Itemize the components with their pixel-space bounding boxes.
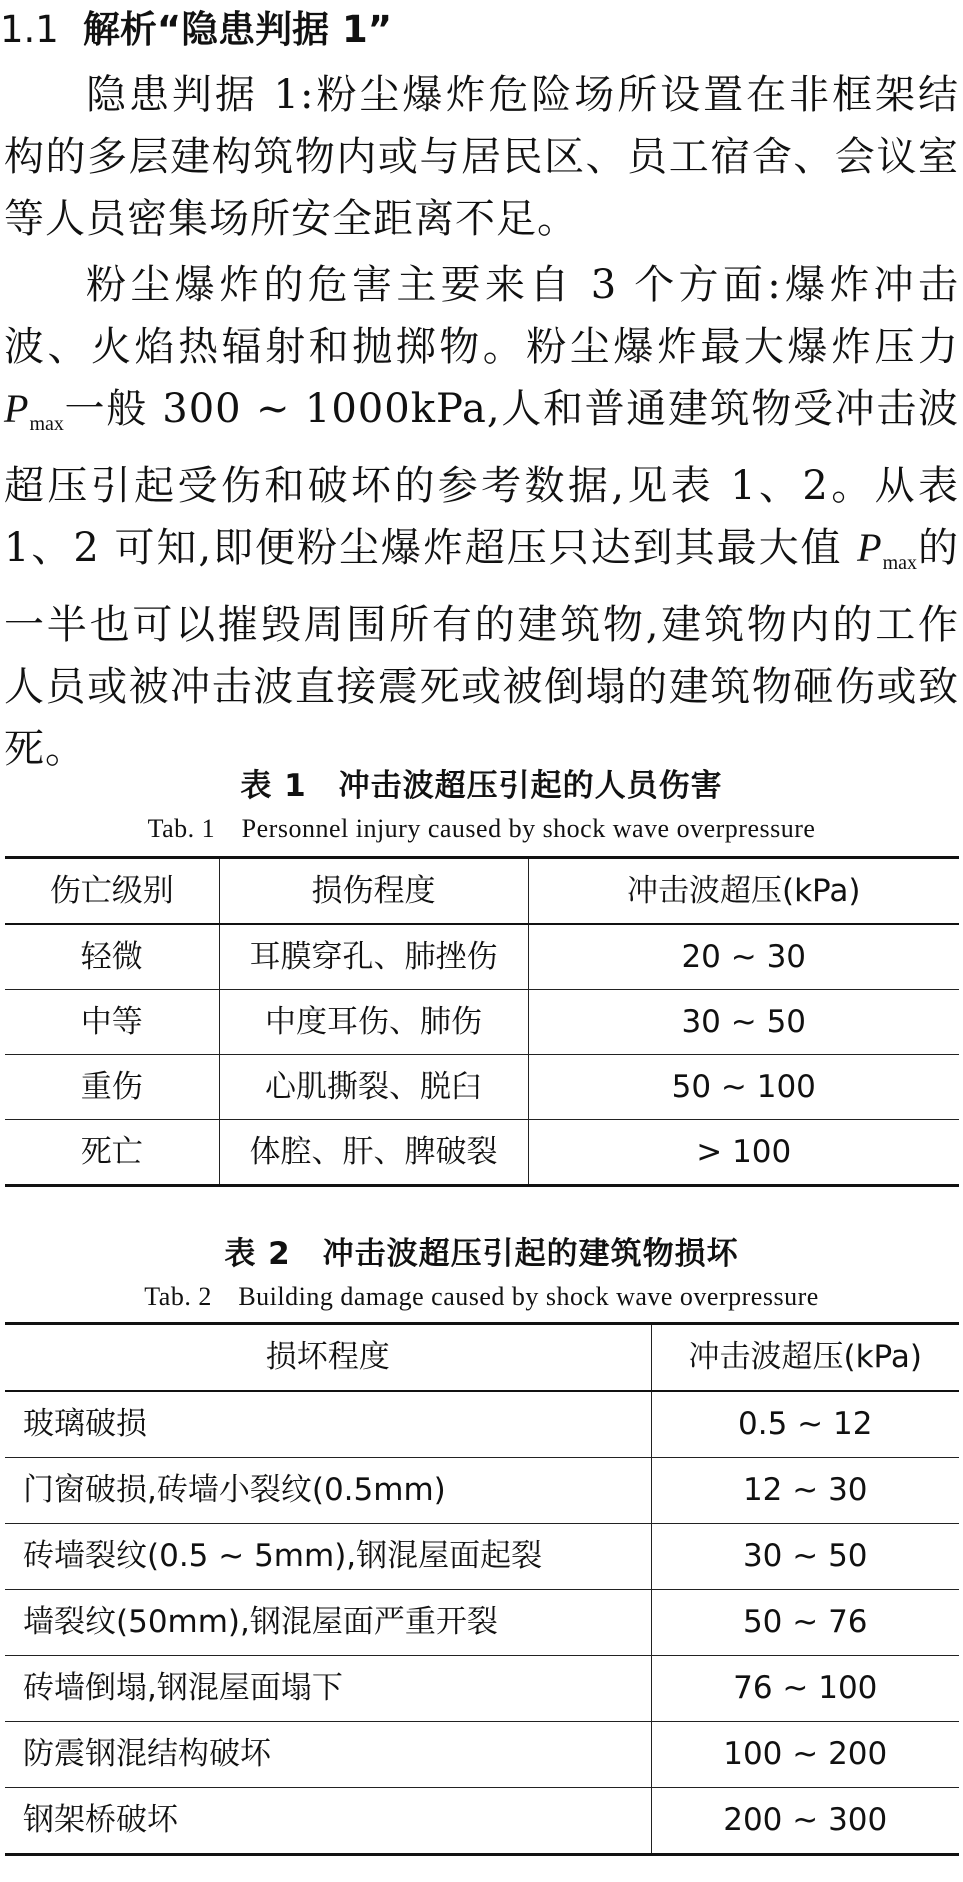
table-row bbox=[5, 1524, 959, 1590]
column-header-damage-degree: 损伤程度 bbox=[219, 858, 528, 925]
table-row bbox=[5, 1788, 959, 1855]
damage-degree-cell: 玻璃破损 bbox=[23, 1406, 147, 1442]
table-row bbox=[5, 1055, 959, 1120]
damage-degree-cell: 门窗破损,砖墙小裂纹(0.5mm) bbox=[5, 1458, 651, 1524]
paragraph-criterion-1: 隐患判据 1:粉尘爆炸危险场所设置在非框架结构的多层建构筑物内或与居民区、员工宿舍、会议室等人员密集场所安全距离不足。 bbox=[4, 72, 959, 242]
section-heading bbox=[0, 6, 392, 54]
damage-degree-cell: 心肌撕裂、脱臼 bbox=[219, 1055, 528, 1120]
injury-level-cell: 重伤 bbox=[5, 1055, 219, 1120]
table-row bbox=[5, 1391, 959, 1458]
table-row bbox=[5, 1656, 959, 1722]
table-row bbox=[5, 1590, 959, 1656]
section-title: 解析“隐患判据 1” bbox=[82, 8, 393, 51]
overpressure-cell: > 100 bbox=[528, 1120, 959, 1186]
overpressure-cell: 12 ~ 30 bbox=[651, 1458, 959, 1524]
pmax-symbol-2: $P_{max}$ bbox=[857, 525, 918, 574]
paragraph-explosion-hazards bbox=[4, 254, 959, 780]
damage-degree-cell: 防震钢混结构破坏 bbox=[5, 1722, 651, 1788]
damage-degree-cell: 砖墙裂纹(0.5 ~ 5mm),钢混屋面起裂 bbox=[5, 1524, 651, 1590]
column-header-injury-level: 伤亡级别 bbox=[5, 858, 219, 925]
pmax-symbol: $P_{max}$ bbox=[4, 386, 64, 435]
damage-degree-cell: 钢架桥破坏 bbox=[5, 1788, 651, 1855]
injury-level-cell: 轻微 bbox=[80, 939, 143, 975]
overpressure-cell: 30 ~ 50 bbox=[651, 1524, 959, 1590]
paragraph-text-part-1: 粉尘爆炸的危害主要来自 3 个方面:爆炸冲击波、火焰热辐射和抛掷物。粉尘爆炸最大爆炸压力 bbox=[4, 262, 959, 370]
damage-degree-cell: 砖墙倒塌,钢混屋面塌下 bbox=[5, 1656, 651, 1722]
table-row bbox=[5, 1722, 959, 1788]
overpressure-cell: 50 ~ 100 bbox=[528, 1055, 959, 1120]
overpressure-cell: 50 ~ 76 bbox=[651, 1590, 959, 1656]
paragraph-text-part-3: 的一半也可以摧毁周围所有的建筑物,建筑物内的工作人员或被冲击波直接震死或被倒塌的建筑物砸伤或致死。 bbox=[4, 525, 960, 772]
table-header-row bbox=[5, 1324, 959, 1392]
overpressure-cell: 20 ~ 30 bbox=[528, 924, 959, 990]
damage-degree-cell: 中度耳伤、肺伤 bbox=[219, 990, 528, 1055]
table1-caption-en: Tab. 1 Personnel injury caused by shock wave overpressure bbox=[147, 814, 816, 843]
damage-degree-cell: 体腔、肝、脾破裂 bbox=[219, 1120, 528, 1186]
column-header-overpressure: 冲击波超压(kPa) bbox=[528, 858, 959, 925]
overpressure-cell: 30 ~ 50 bbox=[528, 990, 959, 1055]
table-row bbox=[5, 990, 959, 1055]
table-row bbox=[5, 1120, 959, 1186]
table-personnel-injury bbox=[5, 856, 959, 1187]
overpressure-cell: 100 ~ 200 bbox=[651, 1722, 959, 1788]
damage-degree-cell: 墙裂纹(50mm),钢混屋面严重开裂 bbox=[5, 1590, 651, 1656]
paragraph-text-part-2: 一般 300 ~ 1000kPa,人和普通建筑物受冲击波超压引起受伤和破坏的参考数据,见表 1、2。从表 1、2 可知,即便粉尘爆炸超压只达到其最大值 bbox=[4, 386, 959, 571]
overpressure-cell: 0.5 ~ 12 bbox=[651, 1391, 959, 1458]
table-header-row bbox=[5, 858, 959, 925]
column-header-overpressure: 冲击波超压(kPa) bbox=[651, 1324, 959, 1392]
column-header-damage-degree: 损坏程度 bbox=[5, 1324, 651, 1392]
overpressure-cell: 200 ~ 300 bbox=[651, 1788, 959, 1855]
injury-level-cell: 死亡 bbox=[5, 1120, 219, 1186]
injury-level-cell: 中等 bbox=[5, 990, 219, 1055]
table-row bbox=[5, 1458, 959, 1524]
table2-caption-cn: 表 2 冲击波超压引起的建筑物损坏 bbox=[224, 1236, 739, 1272]
overpressure-cell: 76 ~ 100 bbox=[651, 1656, 959, 1722]
table2-caption-en: Tab. 2 Building damage caused by shock wave overpressure bbox=[144, 1282, 819, 1311]
table-building-damage bbox=[5, 1322, 959, 1856]
table1-caption-cn: 表 1 冲击波超压引起的人员伤害 bbox=[240, 768, 723, 804]
section-number: 1.1 bbox=[0, 8, 59, 51]
damage-degree-cell: 耳膜穿孔、肺挫伤 bbox=[219, 924, 528, 990]
table-row bbox=[5, 924, 959, 990]
